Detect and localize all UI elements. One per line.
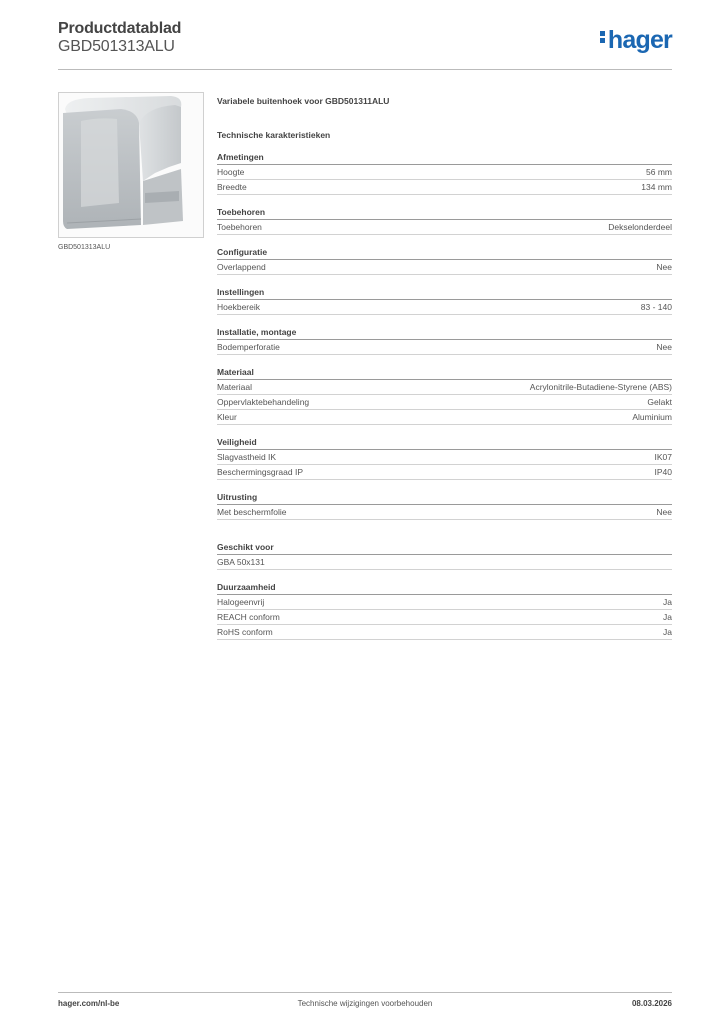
spec-row xyxy=(217,595,672,610)
section-title: Afmetingen xyxy=(217,152,672,165)
spec-value: Gelakt xyxy=(647,397,672,407)
section-toebehoren xyxy=(217,207,672,235)
document-title: Productdatablad xyxy=(58,20,182,37)
spec-row xyxy=(217,625,672,640)
spec-value: Nee xyxy=(656,262,672,272)
product-image xyxy=(58,92,204,238)
section-title: Configuratie xyxy=(217,247,672,260)
spec-label: Hoogte xyxy=(217,167,245,177)
spec-label: RoHS conform xyxy=(217,627,273,637)
section-title: Toebehoren xyxy=(217,207,672,220)
spec-label: Oppervlaktebehandeling xyxy=(217,397,310,407)
spec-row xyxy=(217,220,672,235)
footer-website-link[interactable]: hager.com/nl-be xyxy=(58,999,120,1008)
spec-row xyxy=(217,340,672,355)
logo-dots-icon xyxy=(600,29,606,45)
spec-label: Met beschermfolie xyxy=(217,507,287,517)
spec-label: GBA 50x131 xyxy=(217,557,265,567)
spec-value: Acrylonitrile-Butadiene-Styrene (ABS) xyxy=(529,382,672,392)
spec-value: Ja xyxy=(663,597,672,607)
spec-value: Aluminium xyxy=(632,412,672,422)
spec-label: Slagvastheid IK xyxy=(217,452,277,462)
spec-row xyxy=(217,505,672,520)
section-afmetingen xyxy=(217,152,672,195)
spec-row xyxy=(217,260,672,275)
spec-row xyxy=(217,380,672,395)
footer-date: 08.03.2026 xyxy=(631,999,672,1008)
spec-label: Halogeenvrij xyxy=(217,597,265,607)
section-title: Duurzaamheid xyxy=(217,582,672,595)
image-caption: GBD501313ALU xyxy=(58,244,111,251)
spec-row xyxy=(217,165,672,180)
spec-label: Overlappend xyxy=(217,262,266,272)
spec-value: IP40 xyxy=(654,467,672,477)
spec-label: Hoekbereik xyxy=(217,302,260,312)
spec-label: Beschermingsgraad IP xyxy=(217,467,303,477)
spec-value: IK07 xyxy=(654,452,672,462)
spec-value: Nee xyxy=(656,507,672,517)
section-title: Instellingen xyxy=(217,287,672,300)
product-description: Variabele buitenhoek voor GBD501311ALU xyxy=(217,96,390,106)
section-instellingen xyxy=(217,287,672,315)
spec-value: Ja xyxy=(663,612,672,622)
section-title: Uitrusting xyxy=(217,492,672,505)
section-title: Geschikt voor xyxy=(217,542,672,555)
section-geschikt-voor xyxy=(217,542,672,570)
spec-label: Kleur xyxy=(217,412,237,422)
spec-label: Breedte xyxy=(217,182,247,192)
spec-row xyxy=(217,395,672,410)
spec-label: Bodemperforatie xyxy=(217,342,280,352)
section-installatie xyxy=(217,327,672,355)
page-header xyxy=(58,20,672,56)
spec-label: REACH conform xyxy=(217,612,280,622)
spec-value: 83 - 140 xyxy=(640,302,672,312)
spec-row xyxy=(217,555,672,570)
section-duurzaamheid xyxy=(217,582,672,640)
spec-row xyxy=(217,180,672,195)
section-title: Veiligheid xyxy=(217,437,672,450)
product-code: GBD501313ALU xyxy=(58,38,175,55)
spec-label: Materiaal xyxy=(217,382,252,392)
header-divider xyxy=(58,69,672,70)
spec-value: Nee xyxy=(656,342,672,352)
section-uitrusting xyxy=(217,492,672,520)
tech-heading: Technische karakteristieken xyxy=(217,130,331,140)
spec-row xyxy=(217,300,672,315)
spec-row xyxy=(217,410,672,425)
spec-row xyxy=(217,610,672,625)
spec-row xyxy=(217,450,672,465)
footer-divider xyxy=(58,992,672,993)
hager-logo xyxy=(600,26,672,55)
section-title: Installatie, montage xyxy=(217,327,672,340)
logo-text: hager xyxy=(607,26,672,54)
spec-label: Toebehoren xyxy=(217,222,262,232)
spec-value: 56 mm xyxy=(646,167,672,177)
spec-value: Dekselonderdeel xyxy=(608,222,672,232)
section-veiligheid xyxy=(217,437,672,480)
section-configuratie xyxy=(217,247,672,275)
spec-content xyxy=(217,96,672,640)
spec-row xyxy=(217,465,672,480)
footer-notice: Technische wijzigingen voorbehouden xyxy=(297,999,433,1008)
spec-value: 134 mm xyxy=(641,182,672,192)
section-title: Materiaal xyxy=(217,367,672,380)
product-photo-icon xyxy=(59,93,203,237)
spec-value: Ja xyxy=(663,627,672,637)
section-materiaal xyxy=(217,367,672,425)
